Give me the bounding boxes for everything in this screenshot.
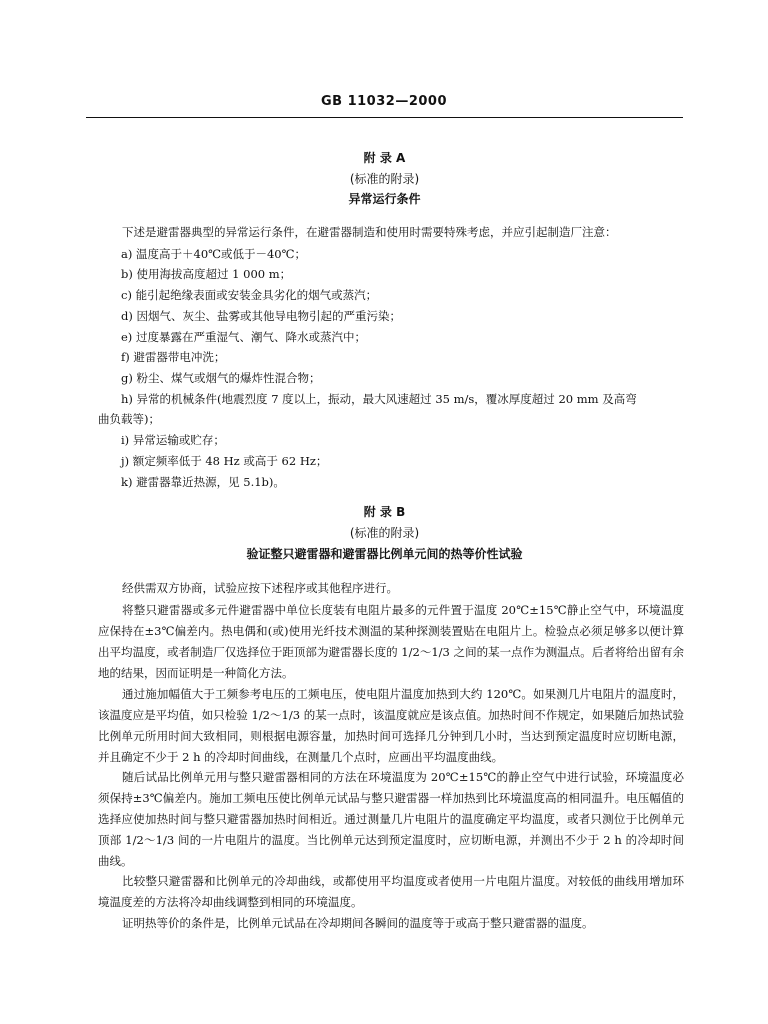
appendix-b-paragraph: 证明热等价的条件是，比例单元试品在冷却期间各瞬间的温度等于或高于整只避雷器的温度。: [122, 916, 594, 930]
appendix-b-title: 附 录 B: [363, 505, 406, 519]
appendix-b-paragraph: 比较整只避雷器和比例单元的冷却曲线，或都使用平均温度或者使用一片电阻片温度。对较低的曲线用增加环境温度差的方法将冷却曲线调整到相同的环境温度。: [98, 874, 684, 909]
appendix-a-subtitle: (标准的附录): [349, 172, 420, 186]
appendix-b-paragraph: 通过施加幅值大于工频参考电压的工频电压，使电阻片温度加热到大约 120℃。如果测几片电阻片的温度时，该温度应是平均值，如只检验 1/2～1/3 的某一点时，该温度就应是该点值。加热时间不作规定，如果随后加热试验比例单元所用时间大致相同，则根据电源容量，加热时间可选择几分钟到几小时，当达到预定温度时应切断电源，并且确定不少于 2 h 的冷却时间曲线，在测量几个点时，应画出平均温度曲线。: [98, 687, 684, 764]
list-item: f) 避雷器带电冲洗；: [121, 350, 226, 364]
appendix-a-title: 附 录 A: [363, 151, 406, 165]
list-item: h) 异常的机械条件(地震烈度 7 度以上，振动，最大风速超过 35 m/s，覆冰厚度超过 20 mm 及高弯: [121, 392, 637, 406]
list-item: j) 额定频率低于 48 Hz 或高于 62 Hz；: [121, 454, 328, 468]
list-item: e) 过度暴露在严重湿气、潮气、降水或蒸汽中；: [121, 330, 366, 344]
list-item: b) 使用海拔高度超过 1 000 m；: [121, 267, 292, 281]
appendix-b-paragraph: 随后试品比例单元用与整只避雷器相同的方法在环境温度为 20℃±15℃的静止空气中进行试验，环境温度必须保持±3℃偏差内。施加工频电压使比例单元试品与整只避雷器一样加热到比环境温度高的相同温升。电压幅值的选择应使加热时间与整只避雷器加热时间相近。通过测量几片电阻片的温度确定平均温度，或者只测位于比例单元顶部 1/2～1/3 间的一片电阻片的温度。当比例单元达到预定温度时，应切断电源，并测出不少于 2 h 的冷却时间曲线。: [98, 770, 684, 868]
standard-code: GB 11032—2000: [320, 94, 447, 109]
appendix-b-heading: 验证整只避雷器和避雷器比例单元间的热等价性试验: [246, 547, 523, 561]
list-item: d) 因烟气、灰尘、盐雾或其他导电物引起的严重污染；: [121, 309, 402, 323]
list-item: c) 能引起绝缘表面或安装金具劣化的烟气或蒸汽；: [121, 288, 378, 302]
list-item: i) 异常运输或贮存；: [121, 433, 225, 447]
list-item-continuation: 曲负载等)；: [98, 412, 160, 426]
list-item: k) 避雷器靠近热源，见 5.1b)。: [121, 475, 285, 489]
appendix-b-subtitle: (标准的附录): [349, 526, 420, 540]
appendix-a-heading: 异常运行条件: [348, 192, 421, 206]
appendix-b-paragraph: 经供需双方协商，试验应按下述程序或其他程序进行。: [122, 581, 398, 595]
header-rule: [86, 117, 683, 118]
list-item: g) 粉尘、煤气或烟气的爆炸性混合物；: [121, 371, 321, 385]
appendix-b-paragraph: 将整只避雷器或多元件避雷器中单位长度装有电阻片最多的元件置于温度 20℃±15℃静止空气中，环境温度应保持在±3℃偏差内。热电偶和(或)使用光纤技术测温的某种探测装置贴在电阻片上。检验点必须足够多以便计算出平均温度，或者制造厂仅选择位于距顶部为避雷器长度的 1/2～1/3 之间的某一点作为测温点。后者将给出留有余地的结果，因而证明是一种简化方法。: [98, 603, 684, 680]
list-item: a) 温度高于＋40℃或低于－40℃；: [121, 247, 306, 261]
appendix-a-intro: 下述是避雷器典型的异常运行条件，在避雷器制造和使用时需要特殊考虑，并应引起制造厂注意：: [122, 225, 617, 239]
